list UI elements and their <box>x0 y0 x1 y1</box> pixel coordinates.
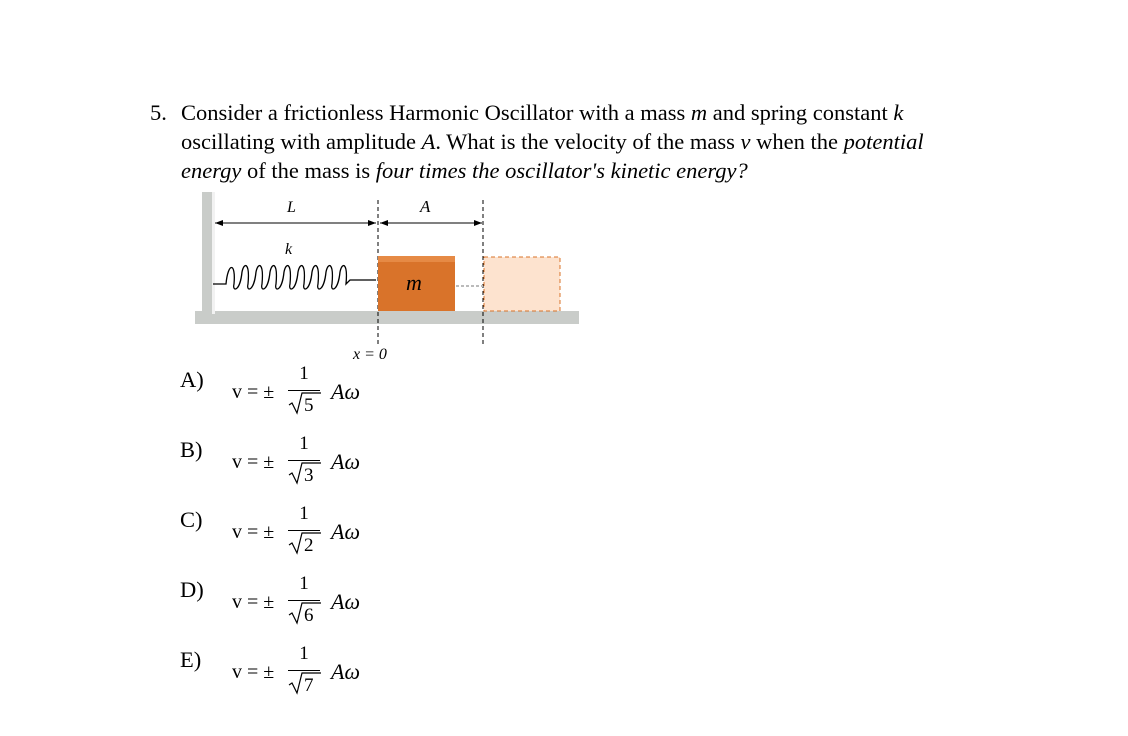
choice-letter: E) <box>180 647 202 672</box>
text-run: . What is the velocity of the mass <box>435 129 741 154</box>
sqrt-denominator <box>288 391 322 415</box>
choice-expression <box>232 433 412 507</box>
A-arrow-right <box>474 220 482 226</box>
text-potential: potential <box>843 129 924 154</box>
label-x0: x = 0 <box>353 346 387 363</box>
text-condition: four times the oscillator's kinetic energy? <box>375 158 748 183</box>
var-m: m <box>690 100 708 125</box>
text-run: Consider a frictionless Harmonic Oscillator with a mass <box>181 100 691 125</box>
numerator: 1 <box>299 363 309 384</box>
expr-lhs: v = ± <box>232 381 275 403</box>
label-A: A <box>420 197 431 216</box>
expr-rhs: Aω <box>331 519 360 544</box>
L-arrow-right <box>368 220 376 226</box>
numerator: 1 <box>299 573 309 594</box>
choice-letter: B) <box>180 437 203 462</box>
choice-expression <box>232 503 412 577</box>
floor <box>195 311 579 324</box>
numerator: 1 <box>299 643 309 664</box>
expr-rhs: Aω <box>331 589 360 614</box>
expr-lhs: v = ± <box>232 661 275 683</box>
numerator: 1 <box>299 433 309 454</box>
var-k: k <box>893 100 904 125</box>
question-text <box>181 98 1041 185</box>
mass-block-highlight <box>378 256 455 262</box>
sqrt-denominator <box>288 671 322 695</box>
text-run: of the mass is <box>241 158 376 183</box>
label-L: L <box>287 199 296 216</box>
mass-block-ghost <box>484 257 560 311</box>
choice-letter: D) <box>180 577 204 602</box>
radicand: 7 <box>304 675 314 695</box>
choice-letter: C) <box>180 507 203 532</box>
choice-expression <box>232 573 412 647</box>
question-line-1 <box>181 98 1041 127</box>
radicand: 2 <box>304 535 314 555</box>
radicand: 6 <box>304 605 314 625</box>
L-arrow-left <box>215 220 223 226</box>
choice-letter: A) <box>180 367 204 392</box>
text-run: when the <box>750 129 844 154</box>
radicand: 5 <box>304 395 314 415</box>
oscillator-figure <box>190 192 590 367</box>
expr-lhs: v = ± <box>232 591 275 613</box>
A-arrow-left <box>380 220 388 226</box>
text-energy: energy <box>181 158 242 183</box>
choice-expression <box>232 363 412 437</box>
expr-lhs: v = ± <box>232 521 275 543</box>
question-line-2 <box>181 127 1041 156</box>
question-number: 5. <box>150 100 167 125</box>
wall-face <box>212 192 215 314</box>
question-line-3 <box>181 156 1041 185</box>
radicand: 3 <box>304 465 314 485</box>
numerator: 1 <box>299 503 309 524</box>
label-m: m <box>406 270 422 295</box>
sqrt-denominator <box>288 601 322 625</box>
choice-expression <box>232 643 412 717</box>
expr-rhs: Aω <box>331 659 360 684</box>
label-k: k <box>285 241 293 258</box>
sqrt-denominator <box>288 461 322 485</box>
wall <box>202 192 213 317</box>
var-A: A <box>421 129 436 154</box>
expr-rhs: Aω <box>331 449 360 474</box>
spring <box>213 266 376 289</box>
expr-lhs: v = ± <box>232 451 275 473</box>
text-run: and spring constant <box>707 100 894 125</box>
text-run: oscillating with amplitude <box>181 129 422 154</box>
expr-rhs: Aω <box>331 379 360 404</box>
sqrt-denominator <box>288 531 322 555</box>
var-v: v <box>740 129 751 154</box>
